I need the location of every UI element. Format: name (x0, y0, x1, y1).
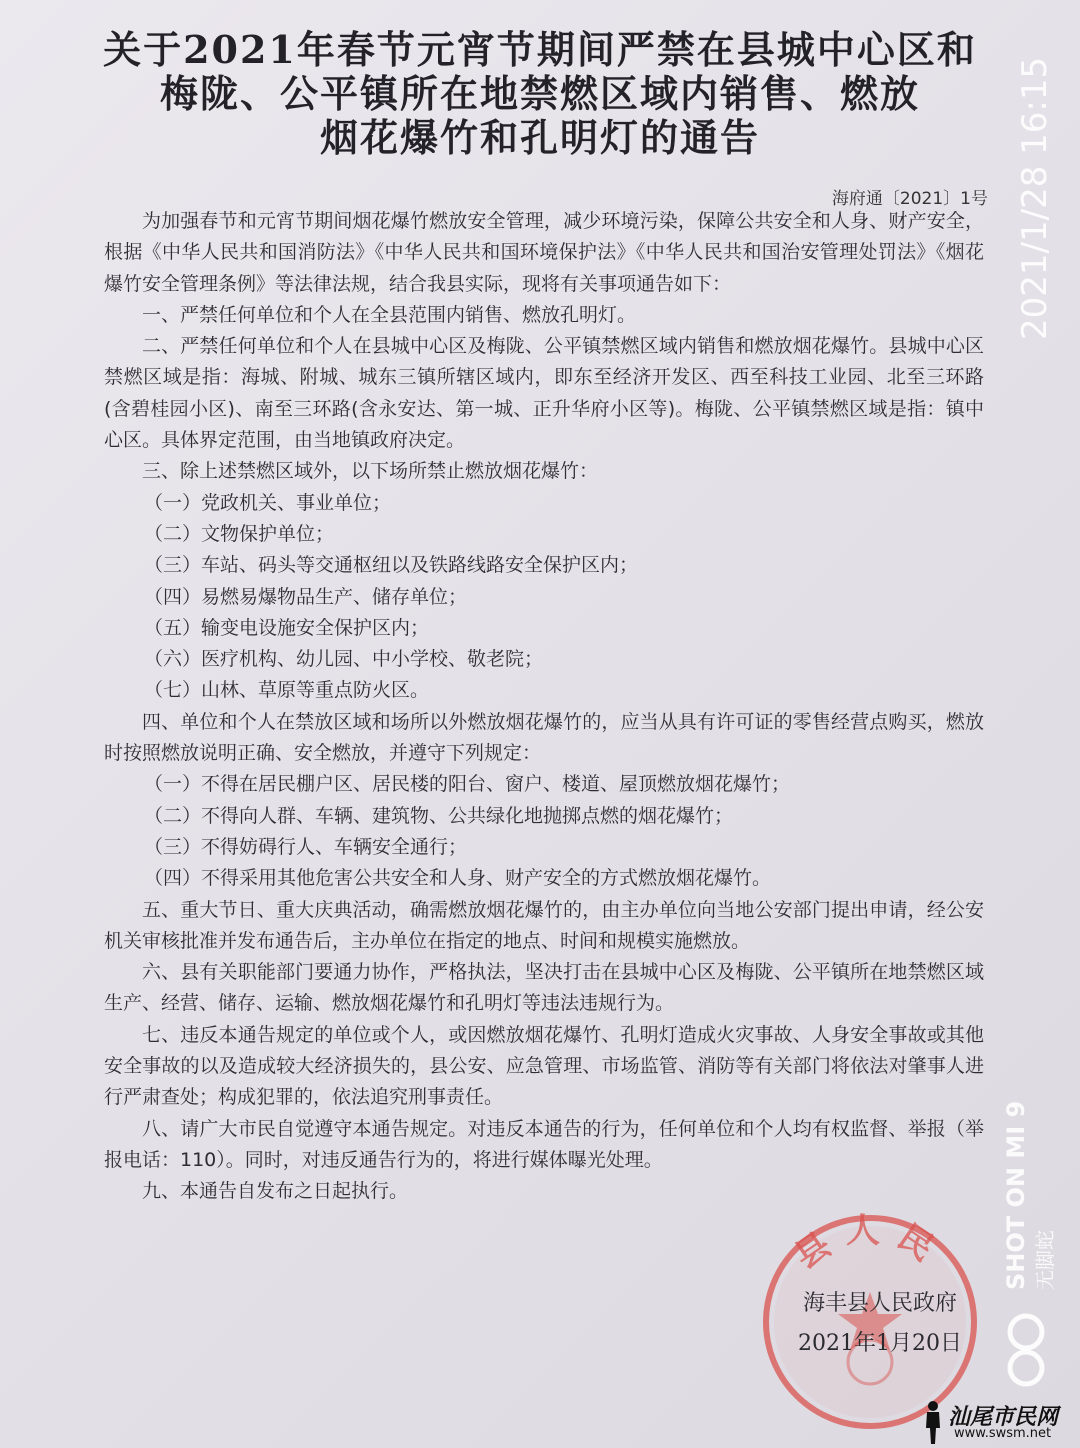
clause-5: 五、重大节日、重大庆典活动，确需燃放烟花爆竹的，由主办单位向当地公安部门提出申请，经公安机关审核批准并发布通告后，主办单位在指定的地点、时间和规模实施燃放。 (104, 898, 984, 952)
document-title (60, 28, 1020, 160)
intro-paragraph: 为加强春节和元宵节期间烟花爆竹燃放安全管理，减少环境污染，保障公共安全和人身、财产安全，根据《中华人民共和国消防法》《中华人民共和国环境保护法》《中华人民共和国治安管理处罚法》《烟花爆竹安全管理条例》等法律法规，结合我县实际，现将有关事项通告如下： (104, 210, 984, 295)
clause-3-item: （五）输变电设施安全保护区内； (144, 616, 430, 639)
clause-4-item: （一）不得在居民棚户区、居民楼的阳台、窗户、楼道、屋顶燃放烟花爆竹； (144, 773, 791, 796)
document-body (104, 206, 984, 1208)
document-number: 海府通〔2021〕1号 (831, 189, 988, 209)
title-line-2: 梅陇、公平镇所在地禁燃区域内销售、燃放 (159, 71, 920, 116)
person-silhouette-icon (922, 1400, 944, 1444)
clause-3-item: （一）党政机关、事业单位； (144, 491, 392, 514)
site-logo-name: 汕尾市民网 (948, 1404, 1059, 1430)
clause-3-item: （七）山林、草原等重点防火区。 (144, 679, 430, 702)
camera-lens-icon (996, 1310, 1056, 1390)
clause-8: 八、请广大市民自觉遵守本通告规定。对违反本通告的行为，任何单位和个人均有权监督、举报（举报电话：110）。同时，对违反通告行为的，将进行媒体曝光处理。 (104, 1117, 984, 1171)
clause-4: 四、单位和个人在禁放区域和场所以外燃放烟花爆竹的，应当从具有许可证的零售经营点购买，燃放时按照燃放说明正确、安全燃放，并遵守下列规定： (104, 710, 984, 765)
device-watermark (990, 1090, 1070, 1310)
clause-6: 六、县有关职能部门要通力协作，严格执法，坚决打击在县城中心区及梅陇、公平镇所在地禁燃区域生产、经营、储存、运输、燃放烟花爆竹和孔明灯等违法违规行为。 (104, 961, 984, 1015)
clause-1: 一、严禁任何单位和个人在全县范围内销售、燃放孔明灯。 (142, 303, 637, 326)
timestamp-text: 2021/1/28 16:15 (1015, 56, 1055, 340)
author-text: 无脚蛇 (1033, 1230, 1057, 1290)
clause-3-item: （二）文物保护单位； (144, 522, 335, 545)
site-logo-url: www.swsm.net (954, 1426, 1052, 1441)
clause-4-item: （三）不得妨碍行人、车辆安全通行； (144, 835, 468, 858)
timestamp-watermark (986, 20, 1066, 340)
signing-organization: 海丰县人民政府 (802, 1291, 957, 1316)
signing-date: 2021年1月20日 (798, 1331, 962, 1356)
seal-text: 县人民 (787, 1211, 953, 1278)
clause-3: 三、除上述禁燃区域外，以下场所禁止燃放烟花爆竹： (142, 460, 599, 483)
title-line-1: 关于2021年春节元宵节期间严禁在县城中心区和 (103, 27, 977, 72)
clause-3-item: （三）车站、码头等交通枢纽以及铁路线路安全保护区内； (144, 554, 639, 577)
clause-2: 二、严禁任何单位和个人在县城中心区及梅陇、公平镇禁燃区域内销售和燃放烟花爆竹。县城中心区禁燃区域是指：海城、附城、城东三镇所辖区域内，即东至经济开发区、西至科技工业园、北至三环路(含碧桂园小区)、南至三环路(含永安达、第一城、正升华府小区等)。梅陇、公平镇禁燃区域是指：镇中心区。具体界定范围，由当地镇政府决定。 (104, 335, 984, 452)
signature-block (770, 1284, 990, 1364)
clause-7: 七、违反本通告规定的单位或个人，或因燃放烟花爆竹、孔明灯造成火灾事故、人身安全事故或其他安全事故的以及造成较大经济损失的，县公安、应急管理、市场监管、消防等有关部门将依法对肇事人进行严肃查处；构成犯罪的，依法追究刑事责任。 (104, 1023, 984, 1109)
clause-4-item: （四）不得采用其他危害公共安全和人身、财产安全的方式燃放烟花爆竹。 (144, 867, 772, 890)
clause-3-item: （四）易燃易爆物品生产、储存单位； (144, 585, 468, 608)
clause-3-item: （六）医疗机构、幼儿园、中小学校、敬老院； (144, 648, 544, 671)
site-logo (918, 1398, 1078, 1446)
clause-9: 九、本通告自发布之日起执行。 (142, 1180, 409, 1203)
title-line-3: 烟花爆竹和孔明灯的通告 (319, 115, 760, 160)
clause-4-item: （二）不得向人群、车辆、建筑物、公共绿化地抛掷点燃的烟花爆竹； (144, 804, 734, 827)
device-text: SHOT ON MI 9 (1002, 1100, 1030, 1290)
